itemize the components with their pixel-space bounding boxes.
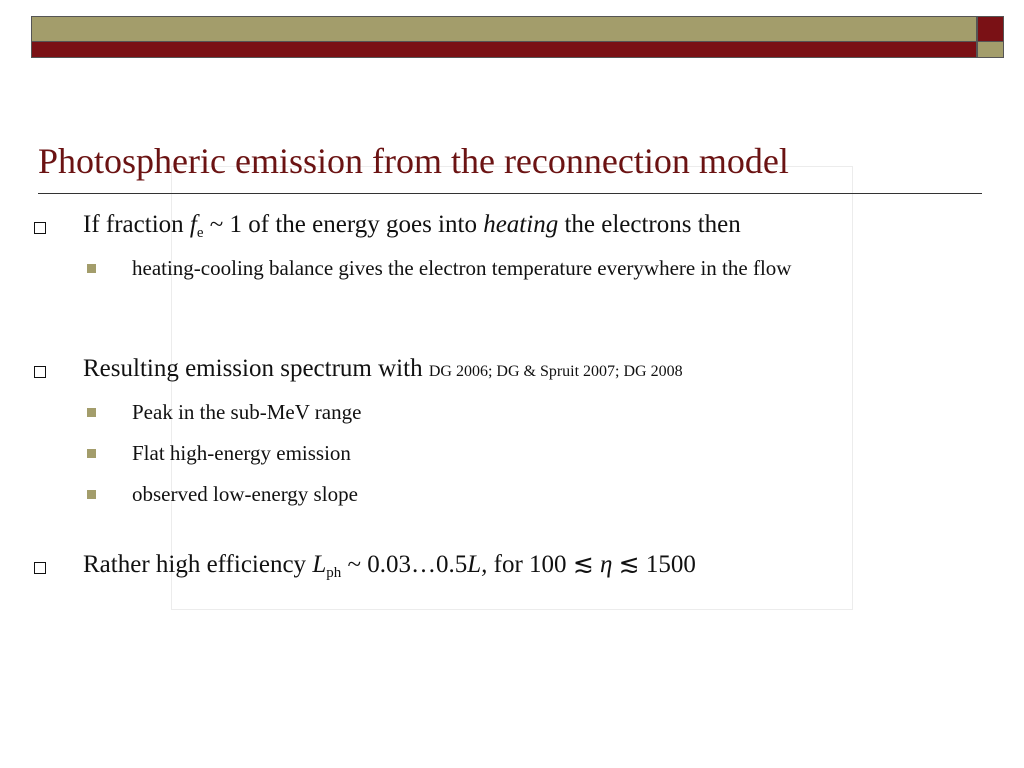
bullet-text: ~ 0.03…0.5 [341, 551, 468, 578]
math-symbol: ≲ [618, 551, 640, 578]
bullet-text: ~ 1 of the energy goes into [203, 211, 484, 238]
bullet-heating [83, 209, 741, 241]
bullet-text: Resulting emission spectrum with [83, 355, 429, 382]
math-variable: η [600, 551, 613, 578]
bullet-spectrum [83, 353, 683, 388]
slide-title: Photospheric emission from the reconnection model [38, 141, 789, 181]
math-variable: L [312, 551, 327, 578]
bullet-text: the electrons then [558, 211, 741, 238]
math-subscript: e [196, 225, 204, 241]
hollow-square-bullet-icon [34, 562, 46, 574]
sub-bullet-slope: observed low-energy slope [132, 482, 358, 506]
filled-square-bullet-icon [87, 449, 96, 458]
header-square-maroon [977, 16, 1004, 42]
bullet-text: 1500 [639, 551, 696, 578]
sub-bullet-flat: Flat high-energy emission [132, 441, 351, 465]
title-divider [38, 193, 982, 194]
hollow-square-bullet-icon [34, 366, 46, 378]
math-variable: L, [467, 551, 488, 578]
sub-bullet-peak: Peak in the sub-MeV range [132, 400, 362, 424]
emphasis-text: heating [483, 211, 559, 238]
header-band-maroon [31, 41, 977, 58]
bullet-text: If fraction [83, 211, 190, 238]
filled-square-bullet-icon [87, 490, 96, 499]
references-text: DG 2006; DG & Spruit 2007; DG 2008 [428, 363, 683, 380]
filled-square-bullet-icon [87, 408, 96, 417]
math-symbol: ≲ [572, 551, 594, 578]
math-subscript: ph [326, 565, 342, 581]
bullet-text: for 100 [487, 551, 573, 578]
header-square-olive [977, 41, 1004, 58]
filled-square-bullet-icon [87, 264, 96, 273]
bullet-text: Rather high efficiency [83, 551, 313, 578]
math-variable: f [189, 211, 197, 238]
header-band-olive [31, 16, 977, 42]
hollow-square-bullet-icon [34, 222, 46, 234]
sub-bullet-balance: heating-cooling balance gives the electron temperature everywhere in the flow [132, 256, 792, 280]
bullet-efficiency [83, 549, 696, 581]
